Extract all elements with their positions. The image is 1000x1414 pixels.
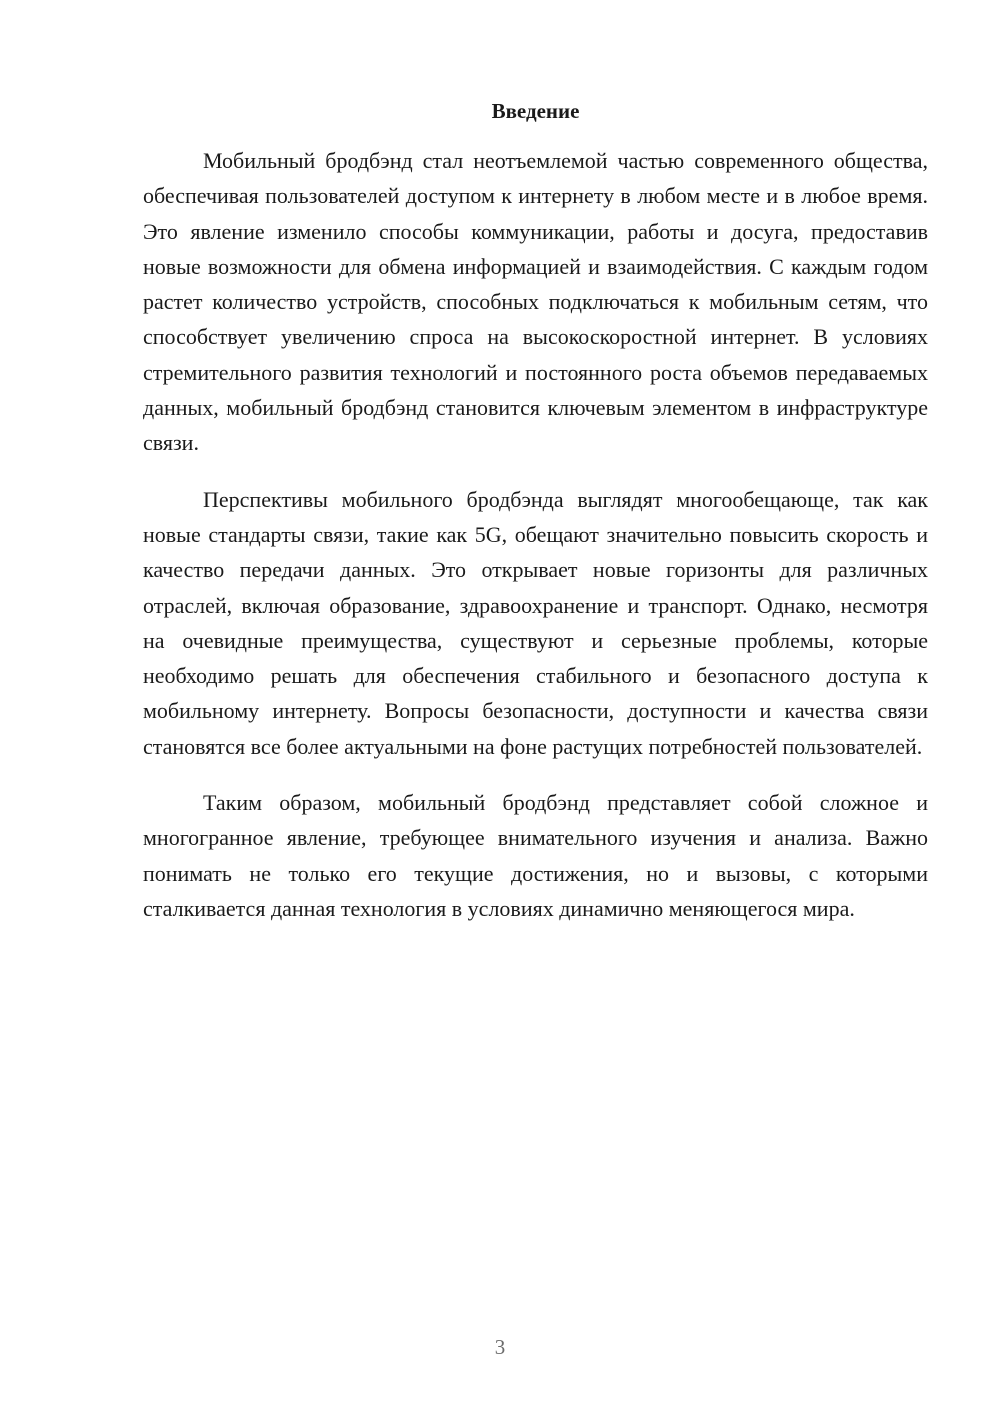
paragraph-3: Таким образом, мобильный бродбэнд представляет собой сложное и многогранное явление, требующее внимательного изучения и анализа. Важно понимать не только его текущие достижения, но и вызовы, с которыми сталкивается данная технология в условиях динамично меняющегося мира. [143, 790, 928, 921]
section-heading: Введение [491, 99, 580, 123]
page-number: 3 [494, 1335, 506, 1359]
body-text [143, 143, 928, 947]
paragraph-1: Мобильный бродбэнд стал неотъемлемой частью современного общества, обеспечивая пользователей доступом к интернету в любом месте и в любое время. Это явление изменило способы коммуникации, работы и досуга, предоставив новые возможности для обмена информацией и взаимодействия. С каждым годом растет количество устройств, способных подключаться к мобильным сетям, что способствует увеличению спроса на высокоскоростной интернет. В условиях стремительного развития технологий и постоянного роста объемов передаваемых данных, мобильный бродбэнд становится ключевым элементом в инфраструктуре связи. [143, 148, 928, 456]
paragraph-2: Перспективы мобильного бродбэнда выглядят многообещающе, так как новые стандарты связи, такие как 5G, обещают значительно повысить скорость и качество передачи данных. Это открывает новые горизонты для различных отраслей, включая образование, здравоохранение и транспорт. Однако, несмотря на очевидные преимущества, существуют и серьезные проблемы, которые необходимо решать для обеспечения стабильного и безопасного доступа к мобильному интернету. Вопросы безопасности, доступности и качества связи становятся все более актуальными на фоне растущих потребностей пользователей. [143, 486, 928, 759]
